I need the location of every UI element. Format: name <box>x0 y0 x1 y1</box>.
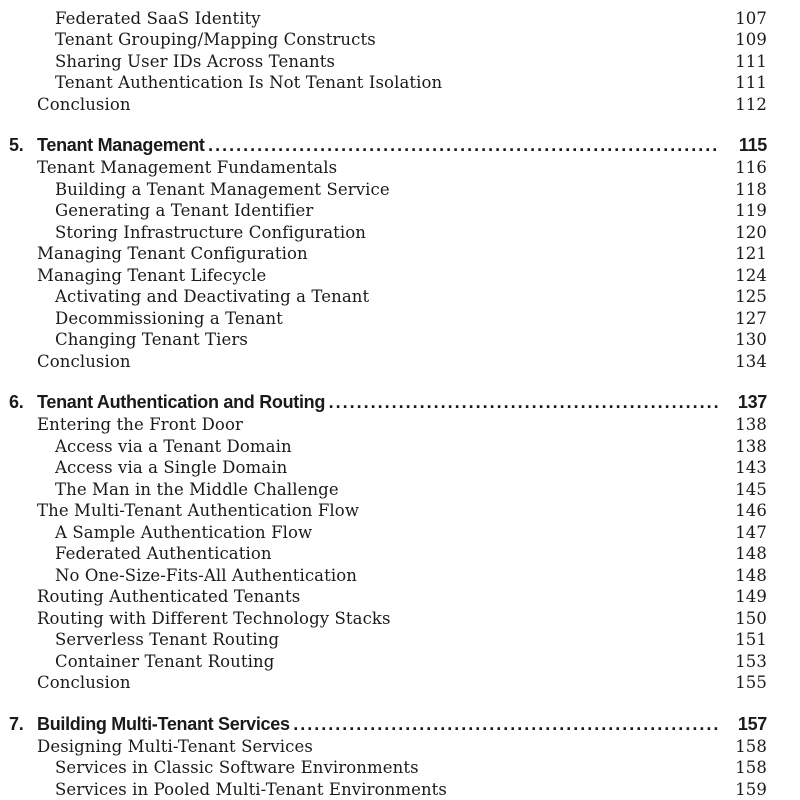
toc-section-entry[interactable] <box>0 586 800 608</box>
entry-title: Services in Pooled Multi-Tenant Environments <box>55 779 447 799</box>
entry-page-number: 111 <box>735 51 767 71</box>
chapter-page-number: 137 <box>737 392 767 412</box>
entry-page-number: 130 <box>735 330 767 349</box>
toc-subsection-entry[interactable] <box>0 8 800 30</box>
toc-subsection-entry[interactable] <box>0 479 800 501</box>
toc-subsection-entry[interactable] <box>0 651 800 673</box>
entry-page-number: 138 <box>735 436 767 456</box>
entry-page-number: 146 <box>735 501 767 520</box>
entry-title: Container Tenant Routing <box>55 651 275 671</box>
entry-page-number: 148 <box>735 544 767 563</box>
entry-page-number: 158 <box>735 736 767 756</box>
chapter-title: Tenant Authentication and Routing . . . <box>37 390 720 414</box>
entry-page-number: 145 <box>735 479 767 499</box>
toc-section-entry[interactable] <box>0 351 800 373</box>
toc-subsection-entry[interactable] <box>0 522 800 544</box>
entry-title: Access via a Single Domain <box>55 458 288 477</box>
entry-page-number: 107 <box>735 8 767 28</box>
entry-title: Conclusion <box>37 94 131 114</box>
chapter-title: Tenant Management . . . <box>37 133 720 157</box>
toc-subsection-entry[interactable] <box>0 222 800 244</box>
entry-title: Federated SaaS Identity <box>55 8 261 28</box>
toc-subsection-entry[interactable] <box>0 51 800 73</box>
entry-page-number: 125 <box>735 287 767 306</box>
entry-page-number: 111 <box>735 73 767 92</box>
toc-subsection-entry[interactable] <box>0 629 800 651</box>
entry-title: Access via a Tenant Domain <box>55 436 292 456</box>
entry-page-number: 112 <box>735 94 767 114</box>
entry-page-number: 143 <box>735 458 767 477</box>
entry-title: Managing Tenant Lifecycle <box>37 265 267 285</box>
entry-page-number: 127 <box>735 308 767 328</box>
entry-title: The Man in the Middle Challenge <box>55 479 339 499</box>
toc-section-entry[interactable] <box>0 243 800 265</box>
toc-section-entry[interactable] <box>0 500 800 522</box>
toc-section-entry[interactable] <box>0 94 800 116</box>
entry-title: The Multi-Tenant Authentication Flow <box>37 501 360 520</box>
entry-title: No One-Size-Fits-All Authentication <box>55 565 357 585</box>
toc-section-entry[interactable] <box>0 265 800 287</box>
entry-page-number: 155 <box>735 673 767 692</box>
chapter-heading[interactable] <box>0 712 800 736</box>
toc-subsection-entry[interactable] <box>0 436 800 458</box>
entry-title: Federated Authentication <box>55 544 272 563</box>
entry-title: Building a Tenant Management Service <box>55 179 390 199</box>
toc-section-entry[interactable] <box>0 608 800 630</box>
entry-title: Routing Authenticated Tenants <box>37 587 301 606</box>
entry-title: Entering the Front Door <box>37 415 243 434</box>
entry-page-number: 153 <box>735 651 767 671</box>
toc-section-entry[interactable] <box>0 736 800 758</box>
toc-subsection-entry[interactable] <box>0 779 800 800</box>
entry-page-number: 147 <box>735 522 767 542</box>
entry-page-number: 109 <box>735 30 767 49</box>
toc-subsection-entry[interactable] <box>0 308 800 330</box>
toc-subsection-entry[interactable] <box>0 72 800 94</box>
toc-subsection-entry[interactable] <box>0 179 800 201</box>
entry-title: Generating a Tenant Identifier <box>55 201 314 220</box>
entry-title: Tenant Grouping/Mapping Constructs <box>55 30 376 49</box>
chapter-page-number: 157 <box>737 713 767 734</box>
chapter-heading[interactable] <box>0 390 800 414</box>
chapter-heading[interactable] <box>0 133 800 157</box>
toc-section-entry[interactable] <box>0 157 800 179</box>
entry-page-number: 124 <box>735 265 767 285</box>
entry-page-number: 158 <box>735 758 767 777</box>
entry-page-number: 150 <box>735 608 767 628</box>
entry-title: Activating and Deactivating a Tenant <box>55 287 370 306</box>
entry-title: Tenant Management Fundamentals <box>37 158 338 177</box>
entry-title: Services in Classic Software Environments <box>55 758 419 777</box>
toc-subsection-entry[interactable] <box>0 457 800 479</box>
toc-subsection-entry[interactable] <box>0 286 800 308</box>
entry-page-number: 116 <box>735 158 767 177</box>
chapter-page-number: 115 <box>738 135 767 155</box>
entry-title: Storing Infrastructure Configuration <box>55 222 367 242</box>
chapter-title: Building Multi-Tenant Services . . . <box>37 712 720 736</box>
toc-subsection-entry[interactable] <box>0 0 800 8</box>
entry-title: Conclusion <box>37 673 131 692</box>
entry-page-number: 118 <box>735 179 767 199</box>
entry-page-number: 120 <box>735 222 767 242</box>
entry-page-number: 134 <box>735 351 767 371</box>
entry-page-number: 121 <box>735 244 767 263</box>
entry-title: Routing with Different Technology Stacks <box>37 608 391 628</box>
entry-title: Serverless Tenant Routing <box>55 630 280 649</box>
entry-title: Designing Multi-Tenant Services <box>37 736 313 756</box>
toc-section-entry[interactable] <box>0 414 800 436</box>
chapter-number: 7. <box>9 713 24 734</box>
toc-subsection-entry[interactable] <box>0 543 800 565</box>
chapter-number: 6. <box>9 392 24 412</box>
toc-subsection-entry[interactable] <box>0 200 800 222</box>
toc-subsection-entry[interactable] <box>0 565 800 587</box>
chapter-number: 5. <box>9 135 24 155</box>
entry-title: Tenant Authentication Is Not Tenant Isolation <box>55 73 443 92</box>
entry-title: Sharing User IDs Across Tenants <box>55 51 336 71</box>
entry-title: Decommissioning a Tenant <box>55 308 283 328</box>
entry-page-number: 119 <box>735 201 767 220</box>
entry-page-number: 138 <box>735 415 767 434</box>
toc-section-entry[interactable] <box>0 672 800 694</box>
entry-page-number: 159 <box>735 779 767 799</box>
entry-title: Managing Tenant Configuration <box>37 244 308 263</box>
entry-page-number: 151 <box>735 630 767 649</box>
entry-title: Changing Tenant Tiers <box>55 330 248 349</box>
toc-subsection-entry[interactable] <box>0 329 800 351</box>
entry-page-number: 148 <box>735 565 767 585</box>
entry-page-number: 149 <box>735 587 767 606</box>
entry-title: A Sample Authentication Flow <box>55 522 313 542</box>
toc-subsection-entry[interactable] <box>0 757 800 779</box>
entry-title: Conclusion <box>37 351 131 371</box>
toc-subsection-entry[interactable] <box>0 29 800 51</box>
